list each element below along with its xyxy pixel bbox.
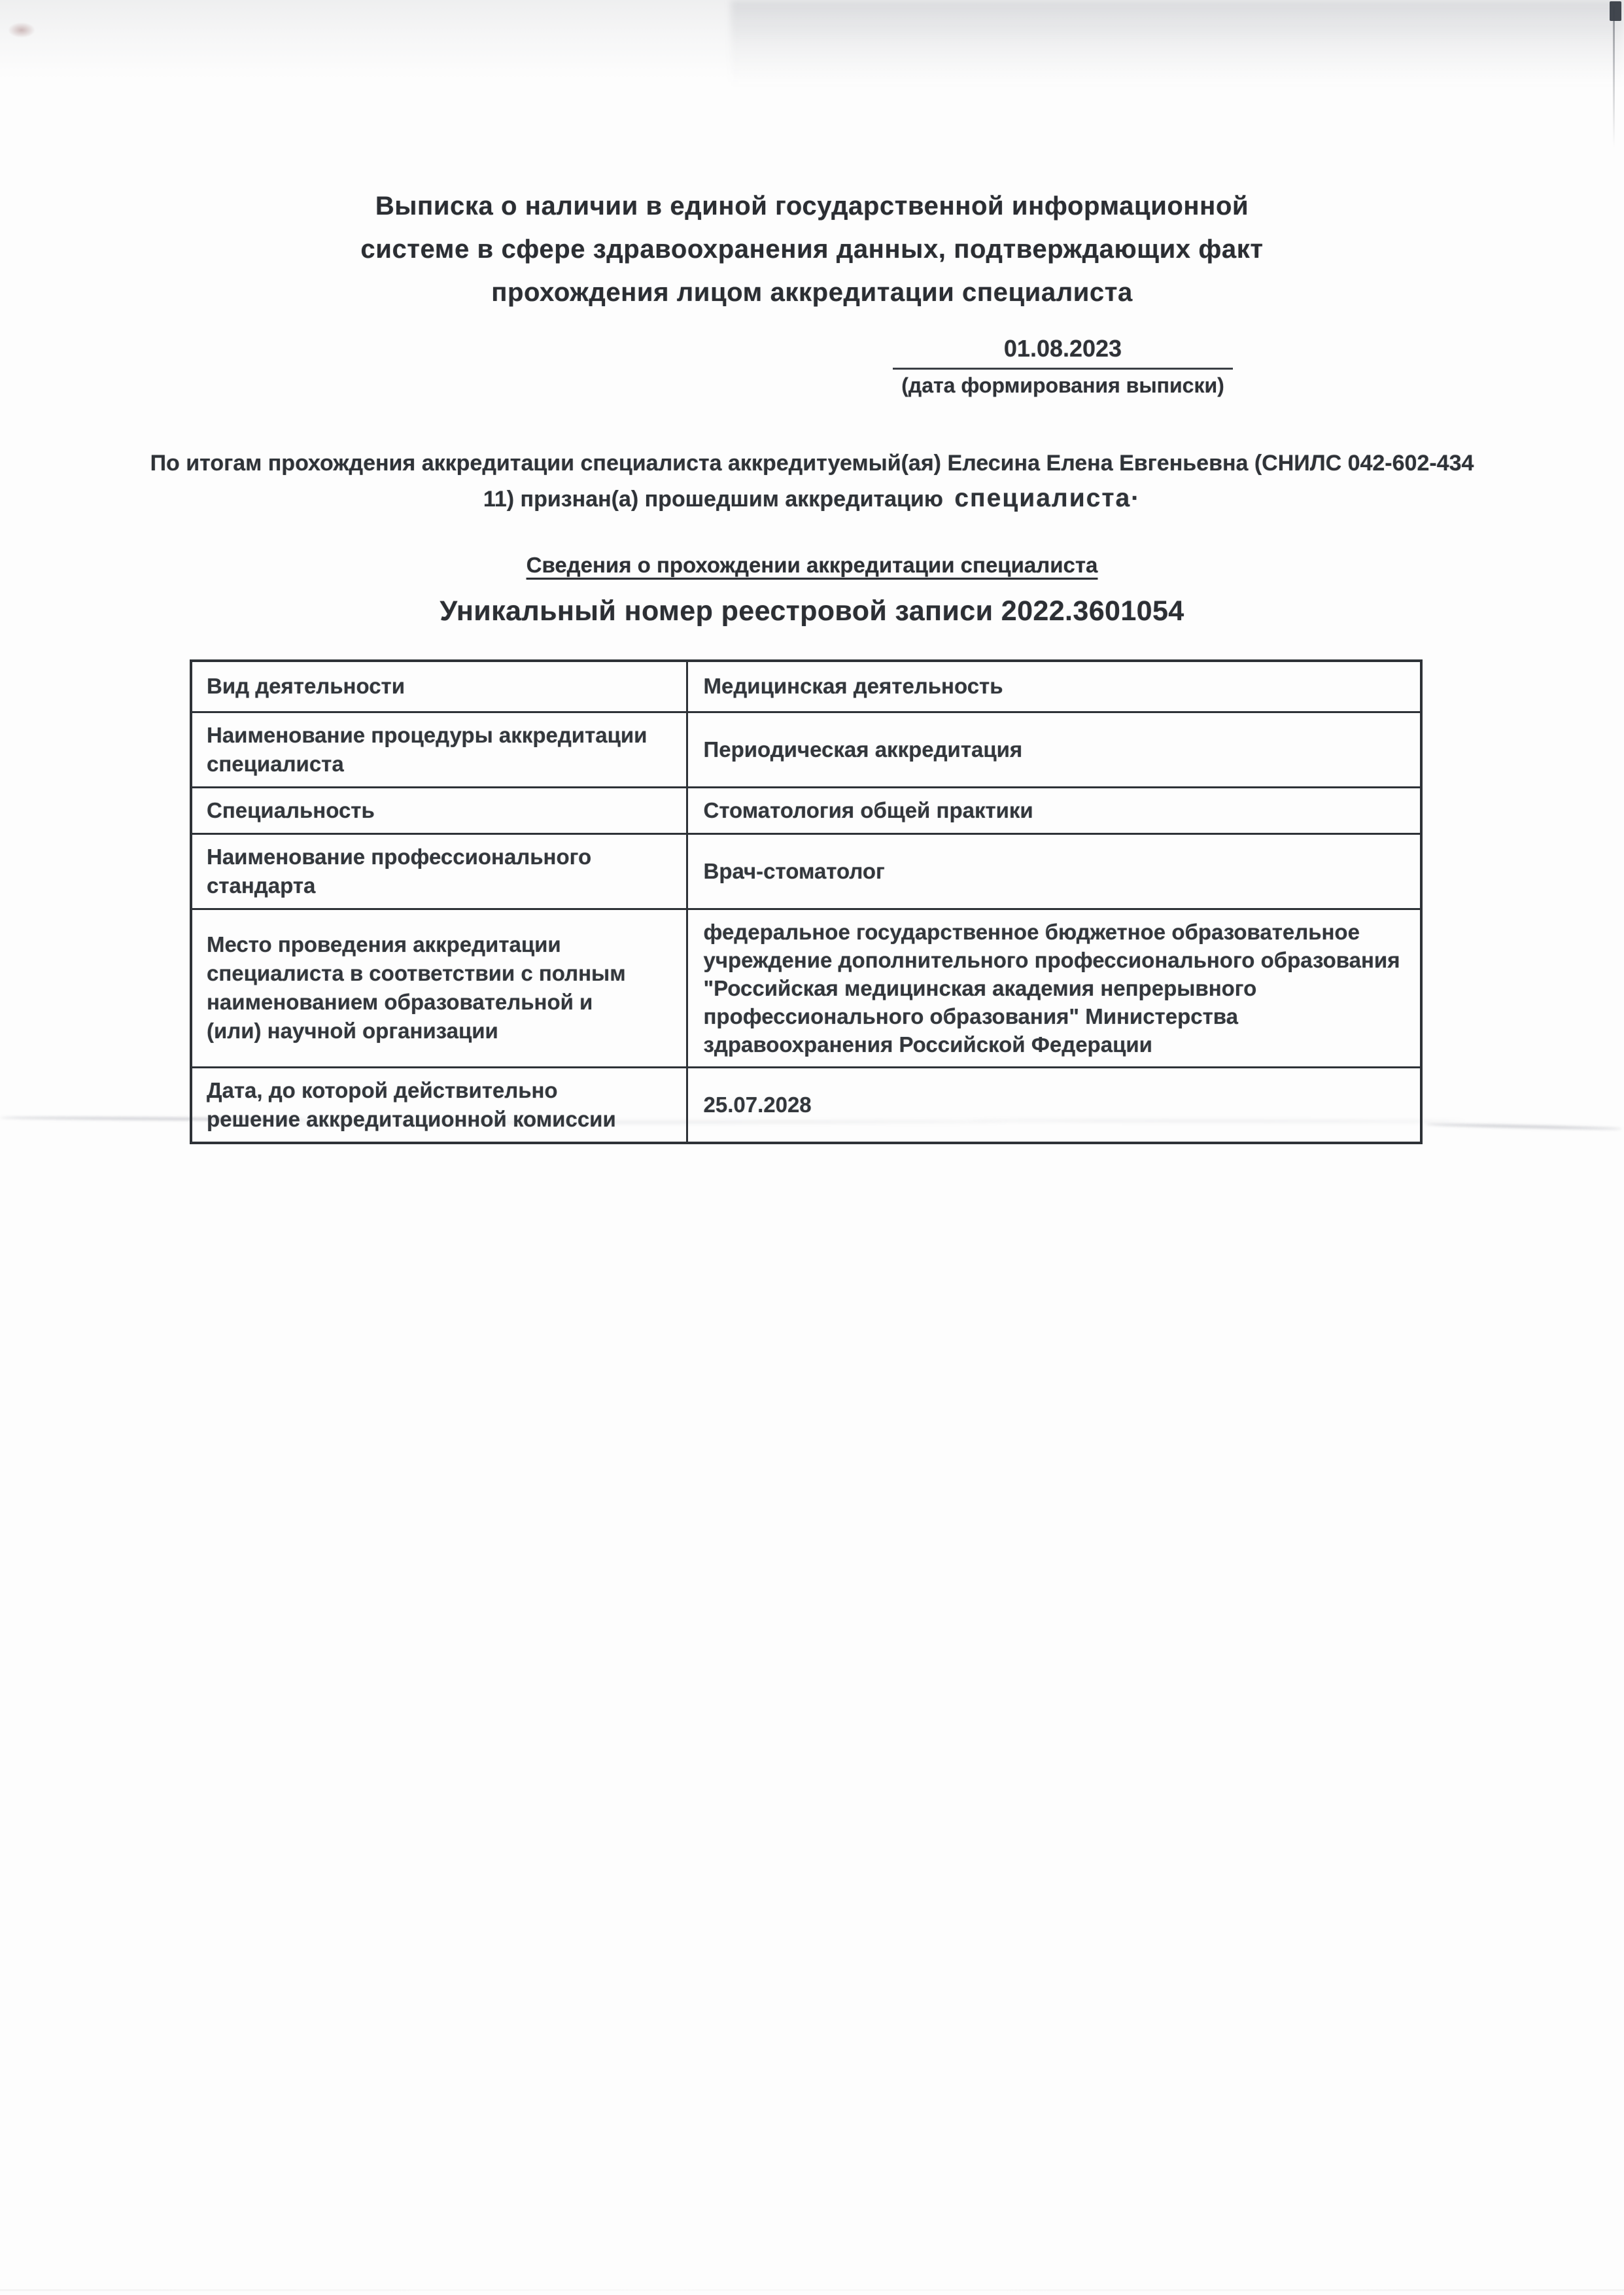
intro-paragraph — [98, 446, 1526, 517]
extract-date-value: 01.08.2023 — [893, 335, 1233, 370]
registry-number-value: 2022.3601054 — [1001, 595, 1184, 627]
intro-line-1: По итогам прохождения аккредитации специалиста аккредитуемый(ая) Елесина Елена Евгеньевна (СНИЛС 042-602-434 — [150, 451, 1474, 476]
registry-number-label: Уникальный номер реестровой записи — [440, 595, 993, 627]
row-value: Врач-стоматолог — [687, 833, 1421, 909]
scan-edge-line — [1613, 7, 1615, 147]
row-value: Медицинская деятельность — [687, 661, 1421, 712]
table-row-professional-standard — [191, 833, 1421, 909]
document-title — [0, 184, 1624, 314]
extract-date-block — [893, 335, 1233, 398]
row-value: 25.07.2028 — [687, 1067, 1421, 1143]
intro-specialist-field: специалиста· — [954, 484, 1141, 512]
scan-corner-mark — [1610, 1, 1621, 21]
row-value: федеральное государственное бюджетное образовательное учреждение дополнительного профессионального образования "Российская медицинская академия непрерывного профессионального образования" Министерства здравоохранения Российской Федерации — [687, 909, 1421, 1067]
scan-top-shade-right — [731, 0, 1624, 88]
table-row-procedure-name — [191, 712, 1421, 787]
document-title-line: прохождения лицом аккредитации специалиста — [491, 278, 1133, 307]
row-label: Место проведения аккредитации специалиста в соответствии с полным наименованием образовательной и (или) научной организации — [191, 909, 687, 1067]
document-title-line: системе в сфере здравоохранения данных, подтверждающих факт — [360, 235, 1264, 264]
intro-line-2-prefix: 11) признан(а) прошедшим аккредитацию — [483, 487, 943, 512]
row-value: Периодическая аккредитация — [687, 712, 1421, 787]
intro-line-2 — [98, 481, 1526, 517]
section-heading: Сведения о прохождении аккредитации специалиста — [526, 553, 1098, 577]
row-label: Дата, до которой действительно решение аккредитационной комиссии — [191, 1067, 687, 1143]
row-label: Специальность — [191, 787, 687, 833]
table-row-accreditation-place — [191, 909, 1421, 1067]
row-value: Стоматология общей практики — [687, 787, 1421, 833]
table-row-valid-until-date — [191, 1067, 1421, 1143]
scan-smudge-top-left — [8, 22, 35, 38]
table-row-activity-type — [191, 661, 1421, 712]
row-label: Вид деятельности — [191, 661, 687, 712]
registry-number-line — [0, 595, 1624, 627]
accreditation-details-table — [190, 659, 1423, 1144]
table-row-specialty — [191, 787, 1421, 833]
document-title-line: Выписка о наличии в единой государственной информационной — [375, 192, 1249, 220]
crease-segment — [1426, 1123, 1622, 1130]
row-label: Наименование профессионального стандарта — [191, 833, 687, 909]
row-label: Наименование процедуры аккредитации специалиста — [191, 712, 687, 787]
extract-date-caption: (дата формирования выписки) — [901, 374, 1224, 397]
scan-bottom-edge — [0, 2289, 1624, 2291]
